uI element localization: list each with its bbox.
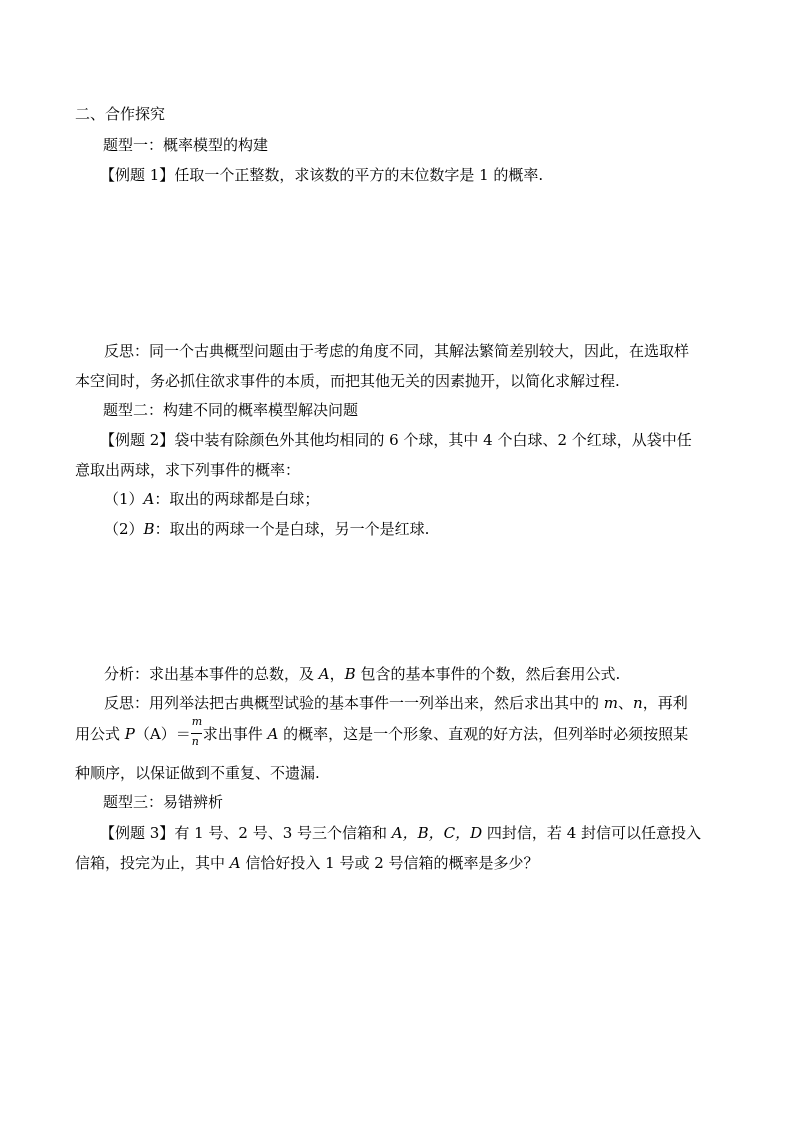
reflection2-var-a: A: [267, 725, 279, 743]
example3-line2: [75, 853, 539, 873]
type2-title: 题型二：构建不同的概率模型解决问题: [103, 401, 359, 419]
reflection2-var-n: n: [633, 694, 643, 712]
example2-label: 【例题 2】: [100, 431, 175, 449]
formula-p: P: [124, 725, 135, 743]
formula-paren: （A）＝: [134, 725, 191, 743]
reflection1-line2: 本空间时，务必抓住欲求事件的本质，而把其他无关的因素抛开，以简化求解过程.: [75, 372, 620, 390]
question1: [104, 489, 319, 509]
question1-text: ：取出的两球都是白球；: [154, 490, 320, 508]
fraction-bar: [191, 733, 202, 734]
example3-line1: [100, 823, 701, 843]
question2: [104, 519, 429, 539]
reflection2-line1: [104, 693, 688, 713]
question1-variable: A: [143, 490, 155, 508]
reflection2-dunhao: 、: [618, 694, 634, 712]
analysis-suffix: 包含的基本事件的个数，然后套用公式.: [355, 665, 621, 683]
analysis: [104, 664, 620, 684]
type3-title: 题型三：易错辨析: [103, 793, 224, 811]
reflection2-line1-prefix: 反思：用列举法把古典概型试验的基本事件一一列举出来，然后求出其中的: [104, 694, 604, 712]
reflection2-line3: 种顺序，以保证做到不重复、不遗漏.: [75, 764, 320, 782]
fraction-denominator: n: [191, 735, 199, 748]
reflection2-line2-suffix: 的概率，这是一个形象、直观的好方法，但列举时必须按照某: [278, 725, 689, 743]
example3-line2-suffix: 信恰好投入 1 号或 2 号信箱的概率是多少？: [240, 854, 539, 872]
question2-text: ：取出的两球一个是白球，另一个是红球.: [154, 520, 430, 538]
reflection2-line1-suffix: ，再利: [642, 694, 688, 712]
example3-line2-prefix: 信箱，投完为止，其中: [75, 854, 230, 872]
reflection2-line2-mid: 求出事件: [202, 725, 268, 743]
type1-title: 题型一：概率模型的构建: [103, 136, 269, 154]
question2-number: （2）: [104, 520, 144, 538]
fraction-numerator: m: [191, 715, 203, 728]
example2-text: 袋中装有除颜色外其他均相同的 6 个球，其中 4 个白球、2 个红球，从袋中任: [174, 431, 692, 449]
example2-line2: 意取出两球，求下列事件的概率：: [75, 461, 301, 479]
section-heading: 二、合作探究: [75, 105, 166, 123]
example3-var-a: A: [229, 854, 241, 872]
formula-fraction: [191, 715, 203, 748]
question2-variable: B: [143, 520, 155, 538]
reflection1-line1: 反思：同一个古典概型问题由于考虑的角度不同，其解法繁简差别较大，因此，在选取样: [104, 342, 690, 360]
example1-label: 【例题 1】: [100, 166, 175, 184]
analysis-sep: ，: [329, 665, 345, 683]
analysis-prefix: 分析：求出基本事件的总数，及: [104, 665, 319, 683]
example3-line1-suffix: 四封信，若 4 封信可以任意投入: [482, 824, 702, 842]
example3-label: 【例题 3】: [100, 824, 175, 842]
example1: [100, 165, 543, 185]
example2-line1: [100, 430, 692, 450]
analysis-var-b: B: [344, 665, 356, 683]
example3-letters: A，B，C，D: [391, 824, 483, 842]
example3-line1-prefix: 有 1 号、2 号、3 号三个信箱和: [174, 824, 392, 842]
analysis-var-a: A: [318, 665, 330, 683]
reflection2-line2: [75, 715, 689, 748]
reflection2-var-m: m: [603, 694, 619, 712]
example1-text: 任取一个正整数，求该数的平方的末位数字是 1 的概率.: [174, 166, 544, 184]
question1-number: （1）: [104, 490, 144, 508]
reflection2-line2-prefix: 用公式: [75, 725, 125, 743]
